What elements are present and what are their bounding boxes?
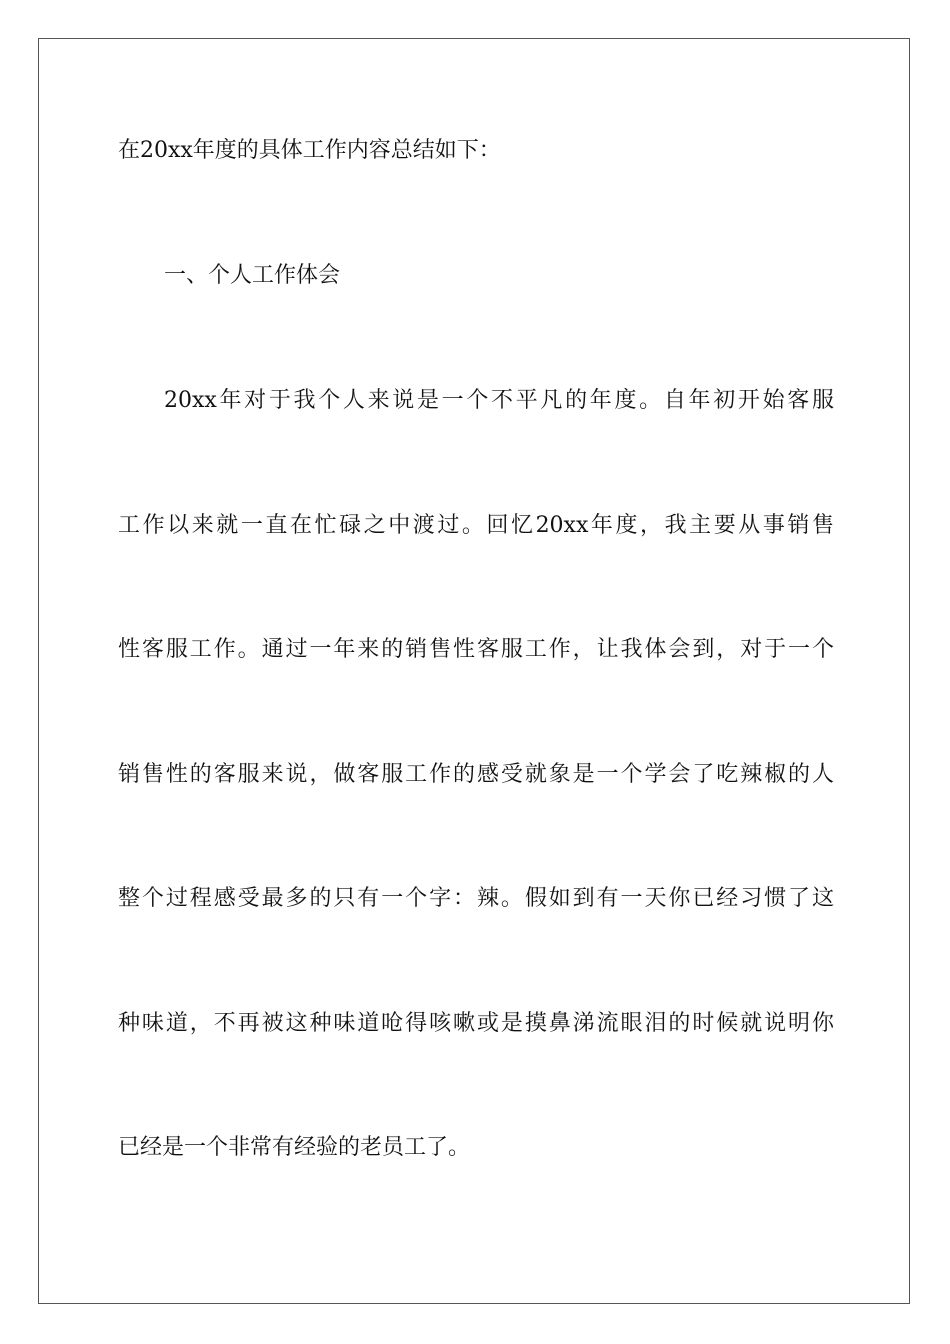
- page-frame: [38, 38, 910, 1304]
- paragraph-line-2: 工作以来就一直在忙碌之中渡过。回忆20xx年度，我主要从事销售: [118, 513, 834, 538]
- paragraph-line-5: 整个过程感受最多的只有一个字：辣。假如到有一天你已经习惯了这: [118, 886, 834, 911]
- paragraph-line-3: 性客服工作。通过一年来的销售性客服工作，让我体会到，对于一个: [118, 637, 834, 662]
- paragraph-line-6: 种味道，不再被这种味道呛得咳嗽或是摸鼻涕流眼泪的时候就说明你: [118, 1011, 834, 1036]
- paragraph-line-7: 已经是一个非常有经验的老员工了。: [118, 1135, 471, 1160]
- section-heading: 一、个人工作体会: [164, 263, 341, 288]
- intro-line: 在20xx年度的具体工作内容总结如下：: [118, 138, 501, 163]
- paragraph-line-1: 20xx年对于我个人来说是一个不平凡的年度。自年初开始客服: [164, 388, 834, 413]
- paragraph-line-4: 销售性的客服来说，做客服工作的感受就象是一个学会了吃辣椒的人: [118, 762, 834, 787]
